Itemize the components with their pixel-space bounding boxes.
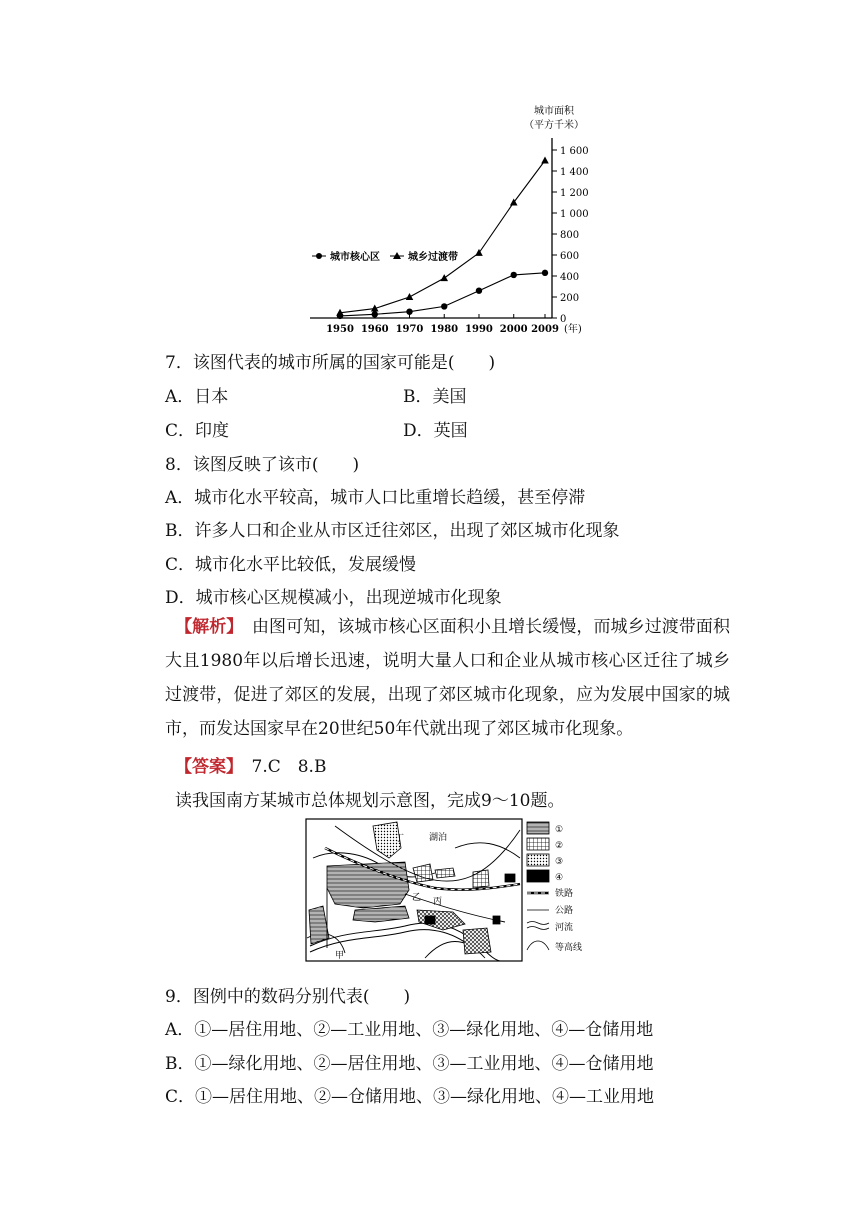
series-line-2 [340,161,545,313]
question-9-option-a: A．①—居住用地、②—工业用地、③—绿化用地、④—仓储用地 [165,1020,654,1040]
data-point [441,303,447,309]
legend-river: 河流 [555,923,574,933]
data-point [406,293,414,300]
x-tick-label: 2000 [499,324,528,335]
y-tick-label: 800 [560,230,580,241]
question-7-option-c: C．印度 [165,421,230,441]
legend-3: ③ [555,857,564,867]
chart-axes [310,104,589,335]
analysis-paragraph [165,610,730,746]
data-point [541,157,549,164]
legend-contour: 等高线 [555,943,583,953]
label-yi: 乙 [412,893,422,903]
y-tick-label: 400 [560,272,580,283]
urban-area-chart [300,98,610,338]
data-point [440,274,448,281]
analysis-text: 由图可知，该城市核心区面积小且增长缓慢，而城乡过渡带面积大且1980年以后增长迅速，说明大量人口和企业从城市核心区迁往了城乡过渡带，促进了郊区的发展，出现了郊区城市化现象，应为发展中国家的城市，而发达国家早在20世纪50年代就出现了郊区城市化现象。 [165,617,731,739]
city-planning-map [305,818,590,966]
question-9-option-c: C．①—居住用地、②—仓储用地、③—绿化用地、④—工业用地 [165,1087,655,1107]
question-7-option-d: D．英国 [403,421,468,441]
legend-2: ② [555,841,564,851]
question-7-option-a: A．日本 [165,387,229,407]
map-intro: 读我国南方某城市总体规划示意图，完成9～10题。 [175,791,565,811]
x-axis-unit: (年) [564,324,582,335]
x-tick-label: 1980 [430,324,459,335]
legend-marker-1 [316,253,322,259]
y-tick-label: 200 [560,293,580,304]
x-tick-label: 2009 [531,324,559,335]
question-8-stem: 8．该图反映了该市( ) [165,455,360,475]
y-tick-label: 1 000 [560,209,589,220]
question-7-stem: 7．该图代表的城市所属的国家可能是( ) [165,353,496,373]
label-ding: 丁 [395,834,405,844]
x-tick-label: 1990 [465,324,493,335]
question-8-option-c: C．城市化水平比较低，发展缓慢 [165,555,417,575]
data-point [542,270,548,276]
x-tick-label: 1970 [395,324,424,335]
y-tick-label: 1 600 [560,146,589,157]
label-jia: 甲 [335,951,345,961]
data-point [406,309,412,315]
data-point [476,288,482,294]
data-point [372,311,378,317]
question-9-stem: 9．图例中的数码分别代表( ) [165,987,411,1007]
legend-4: ④ [555,873,564,883]
legend-road: 公路 [555,906,574,916]
y-tick-label: 0 [560,314,567,325]
analysis-tag: 【解析】 [175,617,235,637]
y-tick-label: 1 200 [560,188,589,199]
x-tick-label: 1960 [360,324,389,335]
question-8-option-b: B．许多人口和企业从市区迁往郊区，出现了郊区城市化现象 [165,521,620,541]
chart-legend [312,250,458,263]
y-tick-label: 600 [560,251,580,262]
question-8-option-d: D．城市核心区规模减小，出现逆城市化现象 [165,588,502,608]
label-bing: 丙 [433,897,443,907]
answer-line [175,752,326,777]
legend-label-1: 城市核心区 [330,252,380,263]
y-axis-title: 城市面积 [534,106,574,117]
legend-label-2: 城乡过渡带 [408,252,458,263]
data-point [511,272,517,278]
y-tick-label: 1 400 [560,167,589,178]
label-lake: 湖泊 [429,833,448,843]
legend-1: ① [555,825,564,835]
question-7-option-b: B．美国 [403,387,467,407]
question-9-option-b: B．①—绿化用地、②—居住用地、③—工业用地、④—仓储用地 [165,1054,654,1074]
map-legend [527,822,582,953]
legend-railway: 铁路 [555,889,574,899]
x-tick-label: 1950 [326,324,354,335]
answer-text: 7.C 8.B [251,757,327,777]
y-axis-unit: （平方千米） [524,120,584,131]
chart-series [336,157,549,320]
answer-tag: 【答案】 [175,757,235,777]
question-8-option-a: A．城市化水平较高，城市人口比重增长趋缓，甚至停滞 [165,488,586,508]
